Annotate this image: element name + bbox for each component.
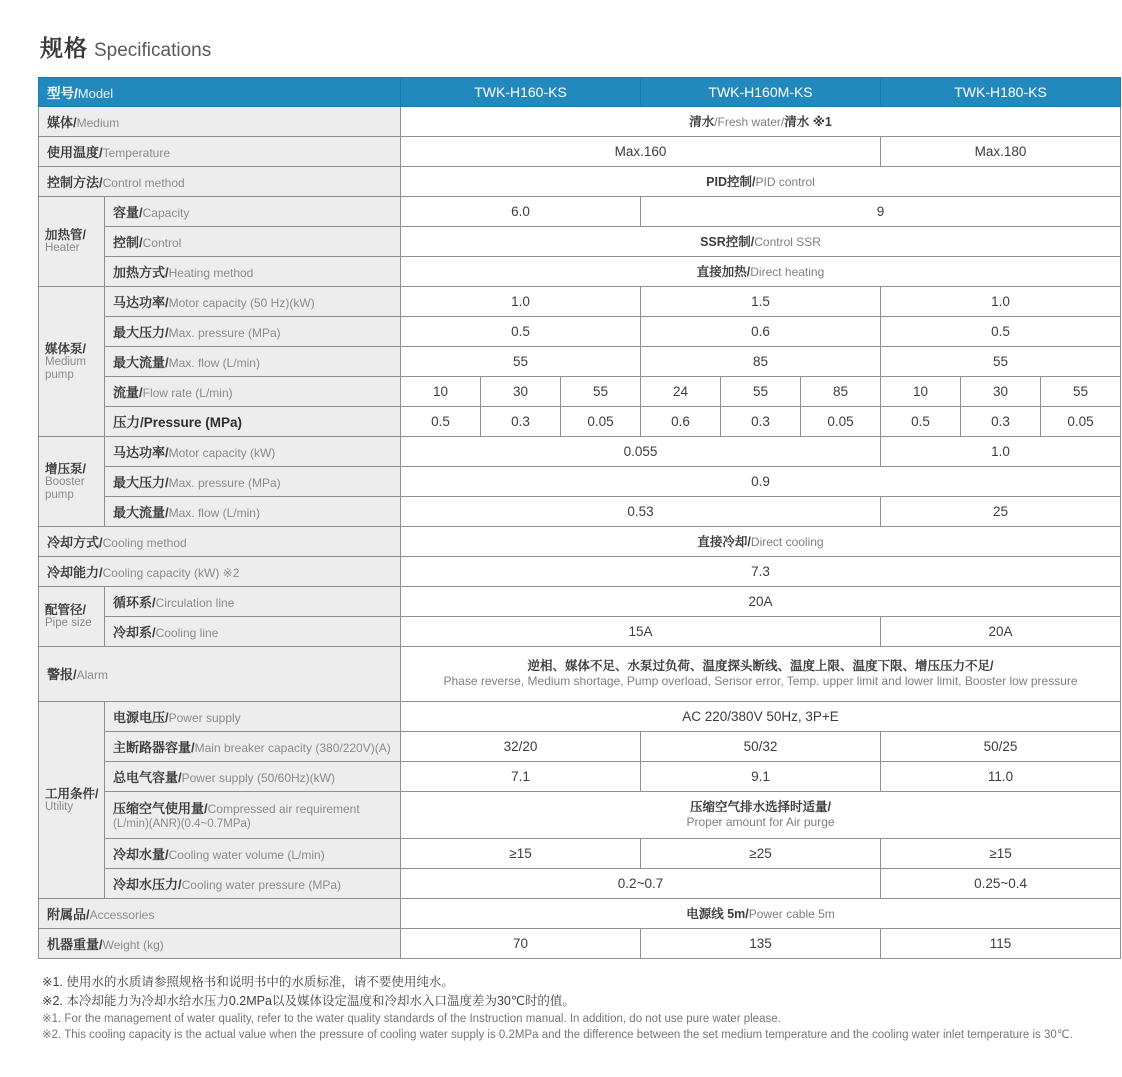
row-accessories bbox=[39, 899, 1121, 929]
cw-volume-m3: ≥15 bbox=[989, 845, 1012, 861]
mp-max-pressure-m2: 0.6 bbox=[751, 323, 770, 339]
value-press-4 bbox=[721, 407, 801, 437]
label-cw-volume bbox=[105, 839, 401, 869]
row-heater-control bbox=[39, 227, 1121, 257]
label-heater-capacity bbox=[105, 197, 401, 227]
value-cooling-method-zh: 直接冷却/ bbox=[697, 535, 751, 549]
value-weight-m2 bbox=[641, 929, 881, 959]
footnote-en-1: ※1. For the management of water quality, refer to the water quality standards of the Instruction manual. In addition, do not use pure water please. bbox=[42, 1012, 781, 1025]
cw-pressure-m12: 0.2~0.7 bbox=[617, 875, 664, 891]
row-mp-pressure bbox=[39, 407, 1121, 437]
label-breaker-zh: 主断路器容量/ bbox=[113, 739, 195, 755]
label-temperature-en: Temperature bbox=[102, 145, 170, 160]
label-breaker bbox=[105, 732, 401, 762]
value-accessories bbox=[401, 899, 1121, 929]
page-title-en: Specifications bbox=[94, 40, 212, 61]
flow-4: 55 bbox=[752, 383, 769, 399]
cw-volume-m2: ≥25 bbox=[749, 845, 772, 861]
label-total-power-zh: 总电气容量/ bbox=[113, 769, 182, 785]
footnote-zh-1: ※1. 使用水的水质请参照规格书和说明书中的水质标准，请不要使用纯水。 bbox=[42, 975, 454, 989]
press-2: 0.05 bbox=[587, 413, 614, 429]
row-cw-volume bbox=[39, 839, 1121, 869]
value-cooling-capacity bbox=[401, 557, 1121, 587]
label-compressed-air bbox=[105, 792, 401, 839]
value-press-5 bbox=[801, 407, 881, 437]
flow-0: 10 bbox=[432, 383, 449, 399]
group-medium-pump bbox=[39, 287, 105, 437]
value-press-0 bbox=[401, 407, 481, 437]
value-compressed-air bbox=[401, 792, 1121, 839]
value-heating-method-en: Direct heating bbox=[750, 265, 825, 279]
value-bp-motor-m3 bbox=[881, 437, 1121, 467]
value-breaker-m3 bbox=[881, 732, 1121, 762]
label-bp-max-flow-en: Max. flow (L/min) bbox=[168, 505, 260, 520]
value-bp-max-pressure bbox=[401, 467, 1121, 497]
row-weight bbox=[39, 929, 1121, 959]
value-flow-8 bbox=[1041, 377, 1121, 407]
value-flow-1 bbox=[481, 377, 561, 407]
label-compressed-air-en: Compressed air requirement bbox=[207, 802, 360, 817]
label-mp-pressure bbox=[105, 407, 401, 437]
value-cw-volume-m3 bbox=[881, 839, 1121, 869]
value-heater-control-zh: SSR控制/ bbox=[700, 235, 755, 249]
value-medium-zh1: 清水 bbox=[689, 115, 715, 129]
value-mp-motor-m3 bbox=[881, 287, 1121, 317]
group-booster-pump bbox=[39, 437, 105, 527]
group-booster-pump-zh: 增压泵/ bbox=[45, 461, 86, 476]
press-8: 0.05 bbox=[1067, 413, 1094, 429]
label-cooling-line-en: Cooling line bbox=[155, 625, 219, 640]
value-mp-motor-m2 bbox=[641, 287, 881, 317]
value-control-method-en: PID control bbox=[755, 175, 815, 189]
label-mp-max-pressure bbox=[105, 317, 401, 347]
mp-max-pressure-m3: 0.5 bbox=[991, 323, 1010, 339]
label-medium-zh: 媒体/ bbox=[47, 114, 77, 130]
press-1: 0.3 bbox=[511, 413, 530, 429]
value-cw-volume-m2 bbox=[641, 839, 881, 869]
label-bp-max-pressure-en: Max. pressure (MPa) bbox=[168, 475, 281, 490]
row-circulation-line bbox=[39, 587, 1121, 617]
circulation-line: 20A bbox=[748, 593, 773, 609]
alarm-list-en: Phase reverse, Medium shortage, Pump overload, Sensor error, Temp. upper limit and lower limit, Booster low pressure bbox=[443, 674, 1078, 689]
row-breaker bbox=[39, 732, 1121, 762]
bp-max-flow-m12: 0.53 bbox=[627, 503, 654, 519]
label-heater-control bbox=[105, 227, 401, 257]
label-control-method-en: Control method bbox=[102, 175, 185, 190]
label-power-supply-zh: 电源电压/ bbox=[113, 709, 169, 725]
flow-7: 30 bbox=[993, 383, 1009, 399]
page-title bbox=[40, 30, 1122, 63]
row-heater-capacity bbox=[39, 197, 1121, 227]
breaker-m1: 32/20 bbox=[503, 738, 538, 754]
label-alarm-en: Alarm bbox=[76, 668, 108, 682]
flow-3: 24 bbox=[672, 383, 689, 399]
label-cooling-capacity-en: Cooling capacity (kW) ※2 bbox=[102, 565, 240, 580]
label-mp-motor-zh: 马达功率/ bbox=[113, 294, 169, 310]
row-alarm bbox=[39, 647, 1121, 702]
cooling-capacity: 7.3 bbox=[751, 563, 770, 579]
label-mp-max-pressure-en: Max. pressure (MPa) bbox=[168, 325, 281, 340]
header-model-zh: 型号/ bbox=[47, 86, 78, 101]
value-weight-m1 bbox=[401, 929, 641, 959]
value-flow-7 bbox=[961, 377, 1041, 407]
label-alarm-zh: 警报/ bbox=[47, 667, 77, 682]
row-cw-pressure bbox=[39, 869, 1121, 899]
value-control-method bbox=[401, 167, 1121, 197]
cooling-line-m3: 20A bbox=[988, 623, 1013, 639]
label-power-supply-en: Power supply bbox=[168, 710, 241, 725]
value-medium bbox=[401, 107, 1121, 137]
flow-1: 30 bbox=[512, 383, 529, 399]
weight-m2: 135 bbox=[749, 935, 772, 951]
label-accessories bbox=[39, 899, 401, 929]
press-7: 0.3 bbox=[991, 413, 1010, 429]
label-heater-control-en: Control bbox=[142, 235, 182, 250]
label-alarm bbox=[39, 647, 401, 702]
value-cw-volume-m1 bbox=[401, 839, 641, 869]
value-cooling-line-m3 bbox=[881, 617, 1121, 647]
value-accessories-zh: 电源线 5m/ bbox=[686, 907, 749, 921]
mp-motor-m1: 1.0 bbox=[511, 293, 530, 309]
value-press-2 bbox=[561, 407, 641, 437]
label-compressed-air-unit: (L/min)(ANR)(0.4~0.7MPa) bbox=[113, 818, 251, 831]
value-press-3 bbox=[641, 407, 721, 437]
value-flow-3 bbox=[641, 377, 721, 407]
label-mp-max-flow-en: Max. flow (L/min) bbox=[168, 355, 260, 370]
mp-max-pressure-m1: 0.5 bbox=[511, 323, 530, 339]
page-title-zh: 规格 bbox=[40, 35, 88, 61]
temperature-max160: Max.160 bbox=[614, 143, 667, 159]
mp-max-flow-m3: 55 bbox=[993, 353, 1009, 369]
group-heater-zh: 加热管/ bbox=[45, 228, 86, 243]
group-utility-zh: 工用条件/ bbox=[45, 786, 99, 801]
label-bp-max-pressure bbox=[105, 467, 401, 497]
value-heating-method-zh: 直接加热/ bbox=[696, 265, 751, 279]
value-breaker-m2 bbox=[641, 732, 881, 762]
mp-motor-m3: 1.0 bbox=[991, 293, 1010, 309]
header-model-3 bbox=[881, 78, 1121, 107]
label-cw-volume-zh: 冷却水量/ bbox=[113, 846, 169, 862]
value-medium-mid: /Fresh water/ bbox=[714, 115, 785, 129]
label-cw-pressure bbox=[105, 869, 401, 899]
row-temperature bbox=[39, 137, 1121, 167]
row-cooling-capacity bbox=[39, 557, 1121, 587]
value-heater-control bbox=[401, 227, 1121, 257]
group-booster-pump-en: Booster pump bbox=[45, 475, 85, 501]
value-total-power-m1 bbox=[401, 762, 641, 792]
value-mp-max-pressure-m2 bbox=[641, 317, 881, 347]
cw-pressure-m3: 0.25~0.4 bbox=[974, 875, 1027, 891]
value-control-method-zh: PID控制/ bbox=[706, 175, 756, 189]
row-power-supply bbox=[39, 702, 1121, 732]
value-heater-capacity-m23 bbox=[641, 197, 1121, 227]
label-heater-capacity-zh: 容量/ bbox=[113, 204, 143, 220]
total-power-m2: 9.1 bbox=[751, 768, 770, 784]
row-bp-max-pressure bbox=[39, 467, 1121, 497]
header-row bbox=[39, 78, 1121, 107]
label-heating-method-en: Heating method bbox=[168, 265, 254, 280]
label-medium-en: Medium bbox=[76, 115, 120, 130]
value-circulation-line bbox=[401, 587, 1121, 617]
value-flow-4 bbox=[721, 377, 801, 407]
row-control-method bbox=[39, 167, 1121, 197]
press-3: 0.6 bbox=[671, 413, 690, 429]
label-cw-pressure-en: Cooling water pressure (MPa) bbox=[181, 877, 342, 892]
label-total-power-en: Power supply (50/60Hz)(kW) bbox=[181, 770, 335, 785]
label-mp-max-flow-zh: 最大流量/ bbox=[113, 354, 169, 370]
model-1-name: TWK-H160-KS bbox=[474, 84, 567, 100]
group-utility bbox=[39, 702, 105, 899]
value-mp-motor-m1 bbox=[401, 287, 641, 317]
flow-5: 85 bbox=[833, 383, 849, 399]
compressed-air-zh: 压缩空气排水选择时适量/ bbox=[690, 799, 831, 814]
group-heater bbox=[39, 197, 105, 287]
label-heating-method bbox=[105, 257, 401, 287]
value-weight-m3 bbox=[881, 929, 1121, 959]
value-heating-method bbox=[401, 257, 1121, 287]
row-total-power bbox=[39, 762, 1121, 792]
label-cooling-line-zh: 冷却系/ bbox=[113, 624, 156, 640]
label-weight-zh: 机器重量/ bbox=[47, 936, 103, 952]
label-cooling-line bbox=[105, 617, 401, 647]
mp-motor-m2: 1.5 bbox=[751, 293, 770, 309]
cooling-line-m12: 15A bbox=[628, 623, 653, 639]
label-mp-max-pressure-zh: 最大压力/ bbox=[113, 324, 169, 340]
temperature-max180: Max.180 bbox=[974, 143, 1027, 159]
label-heating-method-zh: 加热方式/ bbox=[113, 264, 169, 280]
row-mp-flow-rate bbox=[39, 377, 1121, 407]
header-model-label bbox=[39, 78, 401, 107]
label-cooling-capacity-zh: 冷却能力/ bbox=[47, 564, 103, 580]
label-bp-motor-zh: 马达功率/ bbox=[113, 444, 169, 460]
row-heating-method bbox=[39, 257, 1121, 287]
footnote-zh-2: ※2. 本冷却能力为冷却水给水压力0.2MPa以及媒体设定温度和冷却水入口温度差为30℃时的值。 bbox=[42, 993, 575, 1008]
flow-2: 55 bbox=[592, 383, 609, 399]
value-mp-max-pressure-m3 bbox=[881, 317, 1121, 347]
label-heater-capacity-en: Capacity bbox=[142, 205, 190, 220]
press-6: 0.5 bbox=[911, 413, 930, 429]
heater-capacity-m1: 6.0 bbox=[511, 203, 530, 219]
press-4: 0.3 bbox=[751, 413, 770, 429]
mp-max-flow-m2: 85 bbox=[753, 353, 769, 369]
label-circulation-line bbox=[105, 587, 401, 617]
label-cooling-capacity bbox=[39, 557, 401, 587]
row-medium bbox=[39, 107, 1121, 137]
label-bp-motor bbox=[105, 437, 401, 467]
total-power-m3: 11.0 bbox=[987, 768, 1014, 784]
bp-motor-m12: 0.055 bbox=[623, 443, 658, 459]
group-pipe-size bbox=[39, 587, 105, 647]
label-bp-motor-en: Motor capacity (kW) bbox=[168, 445, 276, 460]
label-cooling-method-en: Cooling method bbox=[102, 535, 187, 550]
value-bp-motor-m12 bbox=[401, 437, 881, 467]
label-mp-flow-rate-zh: 流量/ bbox=[113, 384, 143, 400]
label-cw-pressure-zh: 冷却水压力/ bbox=[113, 876, 182, 892]
press-0: 0.5 bbox=[431, 413, 450, 429]
value-cooling-method-en: Direct cooling bbox=[750, 535, 824, 549]
weight-m3: 115 bbox=[989, 935, 1012, 951]
label-cw-volume-en: Cooling water volume (L/min) bbox=[168, 847, 325, 862]
total-power-m1: 7.1 bbox=[511, 768, 530, 784]
value-temperature-m3 bbox=[881, 137, 1121, 167]
flow-6: 10 bbox=[913, 383, 929, 399]
value-heater-capacity-m1 bbox=[401, 197, 641, 227]
group-pipe-size-en: Pipe size bbox=[45, 617, 92, 630]
label-breaker-en: Main breaker capacity (380/220V)(A) bbox=[194, 740, 391, 755]
group-medium-pump-zh: 媒体泵/ bbox=[45, 341, 86, 356]
value-temperature-m12 bbox=[401, 137, 881, 167]
label-cooling-method bbox=[39, 527, 401, 557]
value-total-power-m2 bbox=[641, 762, 881, 792]
value-cooling-line-m12 bbox=[401, 617, 881, 647]
bp-max-flow-m3: 25 bbox=[993, 503, 1009, 519]
value-alarm bbox=[401, 647, 1121, 702]
value-flow-6 bbox=[881, 377, 961, 407]
bp-motor-m3: 1.0 bbox=[991, 443, 1010, 459]
label-bp-max-flow bbox=[105, 497, 401, 527]
label-circulation-line-en: Circulation line bbox=[155, 595, 235, 610]
power-supply: AC 220/380V 50Hz, 3P+E bbox=[682, 708, 839, 724]
label-mp-flow-rate-en: Flow rate (L/min) bbox=[142, 385, 233, 400]
flow-8: 55 bbox=[1073, 383, 1089, 399]
header-model-2 bbox=[641, 78, 881, 107]
label-mp-flow-rate bbox=[105, 377, 401, 407]
value-cooling-method bbox=[401, 527, 1121, 557]
row-bp-max-flow bbox=[39, 497, 1121, 527]
row-cooling-method bbox=[39, 527, 1121, 557]
value-mp-max-pressure-m1 bbox=[401, 317, 641, 347]
label-mp-pressure-zh: 压力/ bbox=[113, 415, 144, 430]
value-flow-2 bbox=[561, 377, 641, 407]
label-heater-control-zh: 控制/ bbox=[113, 234, 143, 250]
row-mp-max-flow bbox=[39, 347, 1121, 377]
footnotes bbox=[42, 973, 1122, 1043]
label-bp-max-pressure-zh: 最大压力/ bbox=[113, 474, 169, 490]
label-temperature bbox=[39, 137, 401, 167]
row-compressed-air bbox=[39, 792, 1121, 839]
weight-m1: 70 bbox=[512, 935, 529, 951]
value-press-1 bbox=[481, 407, 561, 437]
row-mp-max-pressure bbox=[39, 317, 1121, 347]
row-cooling-line bbox=[39, 617, 1121, 647]
label-weight bbox=[39, 929, 401, 959]
compressed-air-en: Proper amount for Air purge bbox=[686, 815, 835, 830]
value-press-8 bbox=[1041, 407, 1121, 437]
specifications-table bbox=[38, 77, 1121, 959]
label-weight-en: Weight (kg) bbox=[102, 937, 164, 952]
header-model-1 bbox=[401, 78, 641, 107]
label-mp-pressure-en: Pressure (MPa) bbox=[143, 415, 243, 430]
value-breaker-m1 bbox=[401, 732, 641, 762]
value-flow-0 bbox=[401, 377, 481, 407]
group-pipe-size-zh: 配管径/ bbox=[45, 603, 86, 618]
value-accessories-en: Power cable 5m bbox=[748, 907, 835, 921]
value-total-power-m3 bbox=[881, 762, 1121, 792]
bp-max-pressure: 0.9 bbox=[751, 473, 770, 489]
value-flow-5 bbox=[801, 377, 881, 407]
label-bp-max-flow-zh: 最大流量/ bbox=[113, 504, 169, 520]
value-medium-zh2: 清水 ※1 bbox=[784, 115, 832, 129]
label-control-method-zh: 控制方法/ bbox=[47, 174, 103, 190]
label-power-supply bbox=[105, 702, 401, 732]
label-circulation-line-zh: 循环系/ bbox=[113, 594, 156, 610]
label-compressed-air-zh: 压缩空气使用量/ bbox=[113, 801, 208, 817]
value-cw-pressure-m3 bbox=[881, 869, 1121, 899]
label-total-power bbox=[105, 762, 401, 792]
value-power-supply bbox=[401, 702, 1121, 732]
row-mp-motor bbox=[39, 287, 1121, 317]
label-mp-motor-en: Motor capacity (50 Hz)(kW) bbox=[168, 295, 315, 310]
value-press-7 bbox=[961, 407, 1041, 437]
press-5: 0.05 bbox=[827, 413, 854, 429]
label-medium bbox=[39, 107, 401, 137]
label-mp-max-flow bbox=[105, 347, 401, 377]
label-temperature-zh: 使用温度/ bbox=[47, 144, 103, 160]
value-mp-max-flow-m3 bbox=[881, 347, 1121, 377]
model-2-name: TWK-H160M-KS bbox=[708, 84, 813, 100]
label-mp-motor bbox=[105, 287, 401, 317]
value-mp-max-flow-m2 bbox=[641, 347, 881, 377]
label-accessories-en: Accessories bbox=[89, 907, 155, 922]
alarm-list-zh: 逆相、媒体不足、水泵过负荷、温度探头断线、温度上限、温度下限、增压压力不足/ bbox=[527, 658, 994, 673]
model-3-name: TWK-H180-KS bbox=[954, 84, 1047, 100]
breaker-m2: 50/32 bbox=[743, 738, 778, 754]
label-accessories-zh: 附属品/ bbox=[47, 906, 90, 922]
row-bp-motor bbox=[39, 437, 1121, 467]
label-cooling-method-zh: 冷却方式/ bbox=[47, 534, 103, 550]
value-cw-pressure-m12 bbox=[401, 869, 881, 899]
value-heater-control-en: Control SSR bbox=[754, 235, 821, 249]
breaker-m3: 50/25 bbox=[983, 738, 1018, 754]
value-bp-max-flow-m3 bbox=[881, 497, 1121, 527]
group-medium-pump-en: Medium pump bbox=[45, 355, 86, 381]
cw-volume-m1: ≥15 bbox=[509, 845, 532, 861]
value-mp-max-flow-m1 bbox=[401, 347, 641, 377]
value-bp-max-flow-m12 bbox=[401, 497, 881, 527]
heater-capacity-m23: 9 bbox=[876, 203, 885, 219]
mp-max-flow-m1: 55 bbox=[512, 353, 529, 369]
footnote-en-2: ※2. This cooling capacity is the actual value when the pressure of cooling water supply is 0.2MPa and the difference between the set medium temperature and the cooling water inlet temperature is 30℃. bbox=[42, 1028, 1073, 1041]
value-press-6 bbox=[881, 407, 961, 437]
header-model-en: Model bbox=[77, 86, 114, 101]
group-utility-en: Utility bbox=[45, 800, 74, 813]
group-heater-en: Heater bbox=[45, 242, 80, 255]
label-control-method bbox=[39, 167, 401, 197]
